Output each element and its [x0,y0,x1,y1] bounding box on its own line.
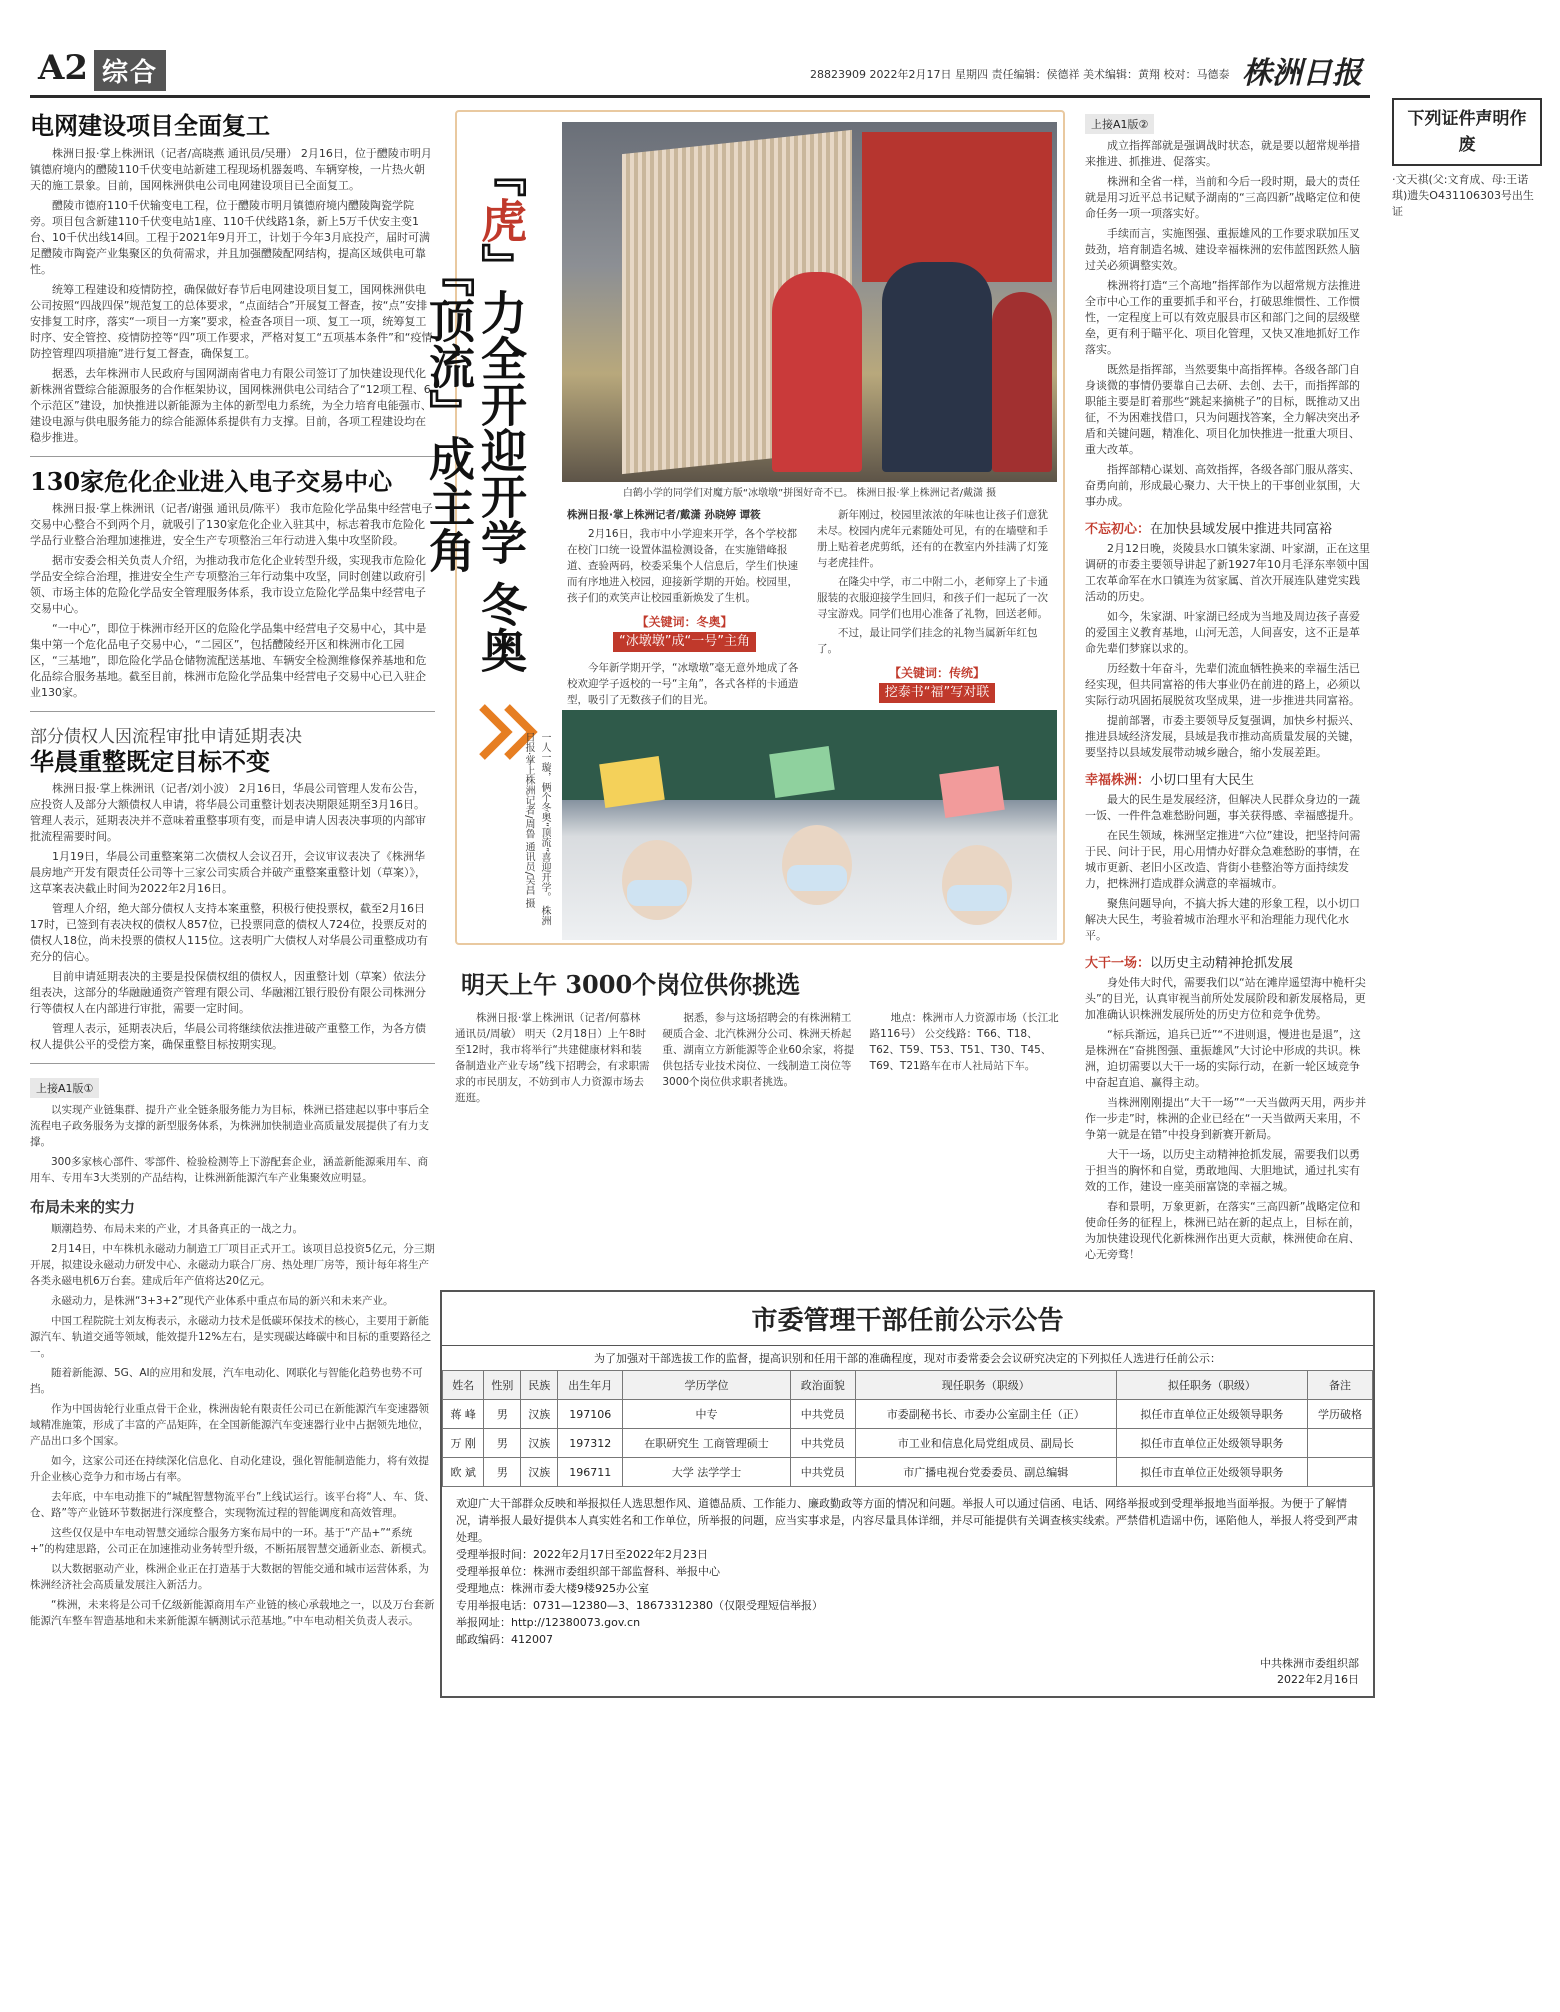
announcement-footer [442,1487,1373,1656]
table-cell: 男 [484,1400,521,1429]
paragraph: 株洲将打造“三个高地”指挥部作为以超常规方法推进全市中心工作的重要抓手和平台，打破思维惯性、工作惯性，一定程度上可以有效克服县市区和部门之间的层级壁垒，更有利于瞄平化、项目化管理，又快又准地抓好工作落实。 [1085,279,1361,356]
paragraph: 聚焦问题导向，不搞大拆大建的形象工程，以小切口解决大民生，考验着城市治理水平和治理能力现代化水平。 [1085,897,1360,942]
paragraph: 株洲日报·掌上株洲讯（记者/刘小波） 2月16日，华晨公司管理人发布公告，应投资人及部分大额债权人申请，将华晨公司重整计划表决期限延期至3月16日。管理人表示，延期表决并不意味着重整事项有变，而是申请人因表决事项的内部审批流程需要时间。 [30,782,426,843]
subheading: 不忘初心：在加快县域发展中推进共同富裕 [1085,522,1333,537]
paragraph: 既然是指挥部，当然要集中高指挥棒。各级各部门自身谈微的事情仍要靠自己去研、去创、去干，而指挥部的职能主要是盯着那些“跳起来摘桃子”的目标，既推动又出征，不为困难找借口，只为问题找答案，全力解决突出矛盾和关键问题，精准化、项目化加快推进一批重大项目、重大改革。 [1085,363,1361,456]
paragraph: 在民生领域，株洲坚定推进“六位”建设，把坚持问需于民、问计于民，用心用情办好群众急难愁盼的事情，在城市更新、老旧小区改造、背街小巷整治等方面持续发力，把株洲打造成群众满意的幸福城市。 [1085,829,1361,890]
paragraph: 新年刚过，校园里浓浓的年味也让孩子们意犹未尽。校园内虎年元素随处可见，有的在墙壁和手册上贴着老虎剪纸，还有的在教室内外挂满了灯笼与老虎挂件。 [817,509,1048,569]
continuation-tag: 上接A1版② [1085,114,1154,134]
table-cell: 拟任市直单位正处级领导职务 [1116,1458,1307,1487]
paragraph: 邮政编码：412007 [456,1633,553,1646]
paragraph: 专用举报电话：0731—12380—3、18673312380（仅限受理短信举报） [456,1599,823,1612]
left-column [30,110,435,1629]
paragraph: 2月16日，我市中小学迎来开学，各个学校都在校门口统一设置体温检测设备，在实施错峰报道、查验两码，校委采集个人信息后，学生们快速而有序地进入校园，迎接新学期的开始。校园里，孩子们的欢笑声让校园重新焕发了生机。 [567,528,798,604]
divider [30,456,435,457]
table-cell: 197106 [558,1400,623,1429]
paragraph: 受理举报单位：株洲市委组织部干部监督科、举报中心 [456,1565,720,1578]
table-cell: 拟任市直单位正处级领导职务 [1116,1400,1307,1429]
keyword-bar: 挖泰书“福”写对联 [879,683,995,703]
feature-school-opening [422,110,1065,945]
keyword-title: 【关键词：冬奥】 [636,615,733,629]
table-cell [1307,1429,1372,1458]
table-cell: 中专 [623,1400,791,1429]
column-header: 现任职务（职级） [855,1371,1116,1400]
paragraph: 株洲日报·掌上株洲讯（记者/高晓燕 通讯员/吴珊） 2月16日，位于醴陵市明月镇德府境内的醴陵110千伏变电站新建工程现场机器轰鸣、车辆穿梭，一片热火朝天的施工景象。目前，国网株洲供电公司电网建设项目已全面复工。 [30,147,432,192]
subheading: 大干一场：以历史主动精神抢抓发展 [1085,956,1294,971]
issuer: 中共株洲市委组织部 [1260,1657,1359,1670]
table-cell: 男 [484,1458,521,1487]
cadre-announcement [440,1290,1375,1698]
column-header: 备注 [1307,1371,1372,1400]
table-cell: 市委副秘书长、市委办公室副主任（正） [855,1400,1116,1429]
paragraph: 管理人表示，延期表决后，华晨公司将继续依法推进破产重整工作，为各方债权人提供公平的受偿方案，确保重整目标按期实现。 [30,1022,426,1051]
paragraph: 统筹工程建设和疫情防控，确保做好春节后电网建设项目复工，国网株洲供电公司按照“四战四保”规范复工的总体要求，“点面结合”开展复工督查，按“点”安排安排复工时序，落实“一项目一方案”要求，检查各项目一项、复工一项，统筹复工时序、安全管控、疫情防控等“四”项工作要求，严格对复工“五项基本条件”和“疫情防控管理四项措施”进行复工督查，确保复工。 [30,283,433,360]
column-header: 出生年月 [558,1371,623,1400]
column-header: 性别 [484,1371,521,1400]
section-label: 综合 [94,50,166,91]
notice-title: 下列证件声明作废 [1392,98,1542,166]
headline: 130家危化企业进入电子交易中心 [30,467,393,496]
table-header-row [443,1371,1373,1400]
paragraph: 据悉，去年株洲市人民政府与国网湖南省电力有限公司签订了加快建设现代化新株洲省暨综合能源服务的合作框架协议，国网株洲供电公司结合了“12项工程、6个示范区”建设，加快推进以新能源为主体的新型电力系统，为全力培育电能强市、建设电源与供电服务能力的综合能源体系提供有力支撑。目前，各项工程建设均在稳步推进。 [30,367,432,444]
table-row [443,1400,1373,1429]
table-row [443,1458,1373,1487]
continuation-tag: 上接A1版① [30,1078,99,1098]
paragraph: 以大数据驱动产业，株洲企业正在打造基于大数据的智能交通和城市运营体系，为株洲经济社会高质量发展注入新活力。 [30,1563,429,1591]
announcement-signature [442,1656,1373,1696]
paragraph: “一中心”，即位于株洲市经开区的危险化学品集中经营电子交易中心，其中是集中第一个危化品电子交易中心，“二园区”，包括醴陵经开区和株洲市化工园区，“三基地”，即危险化学品仓储物流配送基地、车辆安全检测维修保养基地和危化品综合服务基地。截至目前，株洲市危险化学品集中经营电子交易中心已入驻企业130家。 [30,622,427,699]
photo-puzzle-kids [562,122,1057,482]
paragraph: 春和景明，万象更新，在落实“三高四新”战略定位和使命任务的征程上，株洲已站在新的起点上，目标在前，为加快建设现代化新株洲作出更大贡献，株洲使命在肩、心无旁骛！ [1085,1200,1361,1261]
photo-caption: 一人一璇，俩个冬奥“顶流”喜迎开学。 株洲日报·掌上株洲记者/周鲁 通讯员/吴昌 摄 [523,732,550,926]
newspaper-logo: 株洲日报 [1242,56,1362,91]
table-cell: 拟任市直单位正处级领导职务 [1116,1429,1307,1458]
column-header: 政治面貌 [790,1371,855,1400]
paragraph: 株洲日报·掌上株洲讯（记者/何慕林 通讯员/周敏） 明天（2月18日）上午8时至12时，我市将举行“共建健康材料和装备制造业产业专场”线下招聘会，有求职需求的市民朋友，不妨到市人力资源市场去逛逛。 [455,1012,650,1104]
paragraph: “标兵渐远，追兵已近”“不进则退，慢进也是退”，这是株洲在“奋挑图强、重振雄风”大讨论中形成的共识。株洲，迫切需要以大干一场的实际行动，在新一轮区域竞争中奋起直追、赢得主动。 [1085,1028,1361,1089]
paragraph: 中国工程院院士刘友梅表示，永磁动力技术是低碳环保技术的核心，主要用于新能源汽车、轨道交通等领域，能效提升12%左右，是实现碳达峰碳中和目标的重要路径之一。 [30,1315,432,1359]
paragraph: 如今，朱家湖、叶家湖已经成为当地及周边孩子喜爱的爱国主义教育基地，山河无恙，人间喜安，这不正是革命先辈们梦寐以求的。 [1085,610,1360,655]
photo-classroom-kids [562,710,1057,940]
paragraph: 顺潮趋势、布局未来的产业，才具备真正的一战之力。 [51,1223,303,1235]
divider [30,1063,435,1064]
feature-title: 『虎』力全开迎开学 冬奥『顶流』成主角 [422,150,528,673]
paragraph: 目前申请延期表决的主要是投保债权组的债权人，因重整计划（草案）依法分组表决，这部分的华融融通资产管理有限公司、华融湘江银行股份有限公司株洲分行等债权人在内部进行审批，需要一定时间。 [30,970,426,1015]
paragraph: 当株洲刚刚提出“大干一场”“一天当做两天用，两步并作一步走”时，株洲的企业已经在“一天当做两天来用，不争第一就是在错”中投身到新赛开新局。 [1085,1096,1367,1141]
paragraph: 历经数十年奋斗，先辈们流血牺牲换来的幸福生活已经实现，但共同富裕的伟大事业仍在前进的路上，必须以实际行动巩固拓展脱贫攻坚成果，进一步推进共同富裕。 [1085,662,1360,707]
headline: 电网建设项目全面复工 [30,111,270,140]
table-row [443,1429,1373,1458]
subheading: 布局未来的实力 [30,1198,136,1216]
table-cell: 蒋 峰 [443,1400,484,1429]
byline: 株洲日报·掌上株洲记者/戴潇 孙晓婷 谭筱 [567,509,761,521]
table-cell: 196711 [558,1458,623,1487]
table-cell: 197312 [558,1429,623,1458]
paragraph: 据市安委会相关负责人介绍，为推动我市危化企业转型升级，实现我市危险化学品安全综合治理，推进安全生产专项整治三年行动集中攻坚，同时创建以政府引领、市场主体的危险化学品安全管理服务体系，我市设立危险化学品集中经营电子交易中心。 [30,554,426,615]
paragraph: 300多家核心部件、零部件、检验检测等上下游配套企业，涵盖新能源乘用车、商用车、专用车3大类别的产品结构，让株洲新能源汽车产业集聚效应明显。 [30,1156,429,1184]
paragraph: 不过，最让同学们挂念的礼物当属新年红包了。 [817,627,1038,655]
paragraph: 1月19日，华晨公司重整案第二次债权人会议召开，会议审议表决了《株洲华晨房地产开发有限责任公司等十三家公司实质合并破产重整案重整计划（草案）》，这草案表决截止时间为2022年2月16日。 [30,850,426,895]
candidate-table [442,1370,1373,1487]
article-grid-construction [30,110,435,446]
headline: 华晨重整既定目标不变 [30,747,270,776]
article-chemical-trading [30,467,435,701]
paragraph: 据悉，参与这场招聘会的有株洲精工硬质合金、北汽株洲分公司、株洲天桥起重、湖南立方新能源等企业60余家，将提供包括专业技术岗位、一线制造工岗位等3000个岗位供求职者挑选。 [662,1012,855,1088]
announcement-intro: 为了加强对干部选拔工作的监督，提高识别和任用干部的准确程度，现对市委常委会会议研究决定的下列拟任人选进行任前公示： [594,1352,1221,1365]
table-cell: 万 刚 [443,1429,484,1458]
table-cell: 欧 斌 [443,1458,484,1487]
paragraph: 永磁动力，是株洲“3+3+2”现代产业体系中重点布局的新兴和未来产业。 [51,1295,394,1307]
keyword-bar: “冰墩墩”成“一号”主角 [613,632,756,652]
paragraph: 醴陵市德府110千伏输变电工程，位于醴陵市明月镇德府境内醴陵陶瓷学院旁。项目包含新建110千伏变电站1座、110千伏线路1条，新上5万千伏安主变1台、10千伏出线14回。工程于2021年9月开工，计划于今年3月底投产，届时可满足醴陵市陶瓷产业集聚区的负荷需求，并且加强醴陵配网结构，提高区域供电可靠性。 [30,199,430,276]
paragraph: 株洲和全省一样，当前和今后一段时期，最大的责任就是用习近平总书记赋予湖南的“三高四新”战略定位和使命任务一项一项落实好。 [1085,175,1361,220]
paragraph: 以实现产业链集群、提升产业全链条服务能力为目标，株洲已搭建起以事中事后全流程电子政务服务为支撑的新型服务体系，为株洲加快制造业高质量发展提供了有力支撑。 [30,1104,429,1148]
table-cell: 市工业和信息化局党组成员、副局长 [855,1429,1116,1458]
table-cell: 在职研究生 工商管理硕士 [623,1429,791,1458]
announcement-title: 市委管理干部任前公示公告 [442,1292,1373,1346]
subheading: 幸福株洲：小切口里有大民生 [1085,773,1255,788]
paragraph: 受理举报时间：2022年2月17日至2022年2月23日 [456,1548,708,1561]
column-header: 民族 [521,1371,558,1400]
issue-meta: 28823909 2022年2月17日 星期四 责任编辑：侯德祥 美术编辑：黄翔 校对：马德泰 [810,68,1230,81]
table-cell: 中共党员 [790,1400,855,1429]
table-cell: 学历破格 [1307,1400,1372,1429]
table-cell: 中共党员 [790,1429,855,1458]
notice-body: ·文天祺(父:文育成、母:王诺琪)遗失O431106303号出生证 [1392,173,1534,218]
paragraph: 管理人介绍，绝大部分债权人支持本案重整，积极行使投票权，截至2月16日17时，已签到有表决权的债权人857位，已投票同意的债权人724位，投票反对的债权人18位，尚未投票的债权人115位。这表明广大债权人对华晨公司重整成功有充分的信心。 [30,902,428,963]
paragraph: 欢迎广大干部群众反映和举报拟任人选思想作风、道德品质、工作能力、廉政勤政等方面的情况和问题。举报人可以通过信函、电话、网络举报或到受理举报地当面举报。为便于了解情况，请举报人最好提供本人真实姓名和工作单位，所举报的问题，应当实事求是，内容尽量具体详细，并尽可能提供有关调查核实线索。严禁借机造谣中伤，诬陷他人，举报人将受到严肃处理。 [456,1497,1358,1544]
table-cell [1307,1458,1372,1487]
paragraph: 在隆尖中学，市二中附二小，老师穿上了卡通服装的衣服迎接学生回归，和孩子们一起玩了一次寻宝游戏。同学们也用心准备了礼物，回送老师。 [817,576,1048,620]
article-huachen-restructure [30,722,435,1053]
table-cell: 大学 法学学士 [623,1458,791,1487]
table-cell: 汉族 [521,1400,558,1429]
article-continued-a1 [30,1074,435,1629]
paragraph: 2月14日，中车株机永磁动力制造工厂项目正式开工。该项目总投资5亿元，分三期开展，拟建设永磁动力研发中心、永磁动力联合厂房、热处理厂房等，预计每年将生产各类永磁电机6万台套。建成后年产值将达20亿元。 [30,1243,435,1287]
paragraph: 最大的民生是发展经济，但解决人民群众身边的一蔬一饭、一件件急难愁盼问题，事关获得感、幸福感提升。 [1085,793,1360,822]
page-number: A2 [38,48,89,88]
paragraph: 随着新能源、5G、AI的应用和发展，汽车电动化、网联化与智能化趋势也势不可挡。 [30,1367,423,1395]
kicker: 部分债权人因流程审批申请延期表决 [30,727,302,747]
paragraph: 指挥部精心谋划、高效指挥，各级各部门服从落实、奋勇向前，形成最心聚力、大干快上的干事创业氛围，大事办成。 [1085,463,1360,508]
paragraph: 如今，这家公司还在持续深化信息化、自动化建设，强化智能制造能力，将有效提升企业核心竞争力和市场占有率。 [30,1455,429,1483]
paragraph: 地点：株洲市人力资源市场（长江北路116号） 公交线路：T66、T18、T62、T59、T53、T51、T30、T45、T69、T21路车在市人社局站下车。 [869,1012,1059,1072]
paragraph: 今年新学期开学，“冰墩墩”毫无意外地成了各校欢迎学子返校的一号“主角”，各式各样的卡通造型，吸引了无数孩子们的目光。 [567,662,799,706]
paragraph: 手续而言，实施图强、重振雄风的工作要求联加压叉鼓劲，培育制造名城、建设幸福株洲的宏伟蓝图跃然人脑过关必须调整实效。 [1085,227,1360,272]
issue-date: 2022年2月16日 [1277,1673,1359,1686]
table-cell: 市广播电视台党委委员、副总编辑 [855,1458,1116,1487]
certificate-notice [1392,98,1542,220]
paragraph: 大干一场，以历史主动精神抢抓发展，需要我们以勇于担当的胸怀和自觉，勇敢地闯、大胆地试，通过扎实有效的工作，建设一座美丽富饶的幸福之城。 [1085,1148,1360,1193]
keyword-box [817,665,1057,703]
paragraph: 举报网址：http://12380073.gov.cn [456,1616,641,1629]
table-cell: 汉族 [521,1429,558,1458]
paragraph: 身处伟大时代，需要我们以“站在滩岸遥望海中桅杆尖头”的目光，认真审视当前所处发展阶段和新发展格局，更加准确认识株洲发展所处的历史方位和竞争优势。 [1085,976,1366,1021]
paragraph: 去年底，中车电动推下的“城配智慧物流平台”上线试运行。该平台将“人、车、货、仓、路”等产业链环节数据进行深度整合，实现物流过程的智能调度和高效管理。 [30,1491,435,1519]
paragraph: 2月12日晚，炎陵县水口镇朱家湖、叶家湖，正在这里调研的市委主要领导讲起了新1927年10月毛泽东率领中国工农革命军在水口镇连为贫家属、首次开展连队建党实践活动的历史。 [1085,542,1370,603]
paragraph: 提前部署，市委主要领导反复强调，加快乡村振兴、推进县域经济发展，县域是我市推动高质量发展的关键，要坚持以县域发展带动城乡融合，缩小发展差距。 [1085,714,1360,759]
masthead-bar [30,48,1370,98]
paragraph: 成立指挥部就是强调战时状态，就是要以超常规举措来推进、抓推进、促落实。 [1085,139,1360,168]
keyword-title: 【关键词：传统】 [888,666,985,680]
column-header: 姓名 [443,1371,484,1400]
table-cell: 中共党员 [790,1458,855,1487]
paragraph: “株洲，未来将是公司千亿级新能源商用车产业链的核心承载地之一，以及万台套新能源汽车整车智造基地和未来新能源车辆测试示范基地。”中车电动相关负责人表示。 [30,1599,435,1627]
column-header: 学历学位 [623,1371,791,1400]
article-job-fair [455,955,1065,1106]
keyword-box [567,614,802,652]
headline: 明天上午 3000个岗位供你挑选 [461,970,801,999]
paragraph: 这些仅仅是中车电动智慧交通综合服务方案布局中的一环。基于“产品+”“系统+”的构建思路，公司正在加速推动业务转型升级，不断拓展智慧交通新业态、新模式。 [30,1527,433,1555]
paragraph: 受理地点：株洲市委大楼9楼925办公室 [456,1582,649,1595]
paragraph: 作为中国齿轮行业重点骨干企业，株洲齿轮有限责任公司已在新能源汽车变速器领域精准施策，形成了丰富的产品矩阵，在全国新能源汽车变速器行业中占据领先地位，产品出口多个国家。 [30,1403,429,1447]
table-cell: 男 [484,1429,521,1458]
right-column [1085,110,1370,1263]
table-cell: 汉族 [521,1458,558,1487]
title-highlight: 虎 [474,196,528,243]
column-header: 拟任职务（职级） [1116,1371,1307,1400]
photo-caption: 白鹤小学的同学们对魔方版“冰墩墩”拼图好奇不已。 株洲日报·掌上株洲记者/戴潇 摄 [622,488,997,499]
paragraph: 株洲日报·掌上株洲讯（记者/谢强 通讯员/陈平） 我市危险化学品集中经营电子交易中心整合不到两个月，就吸引了130家危化企业入驻其中，标志着我市危险化学品行业整合治理加速推进，安全生产专项整治三年行动进入集中攻坚阶段。 [30,502,433,547]
divider [30,711,435,712]
